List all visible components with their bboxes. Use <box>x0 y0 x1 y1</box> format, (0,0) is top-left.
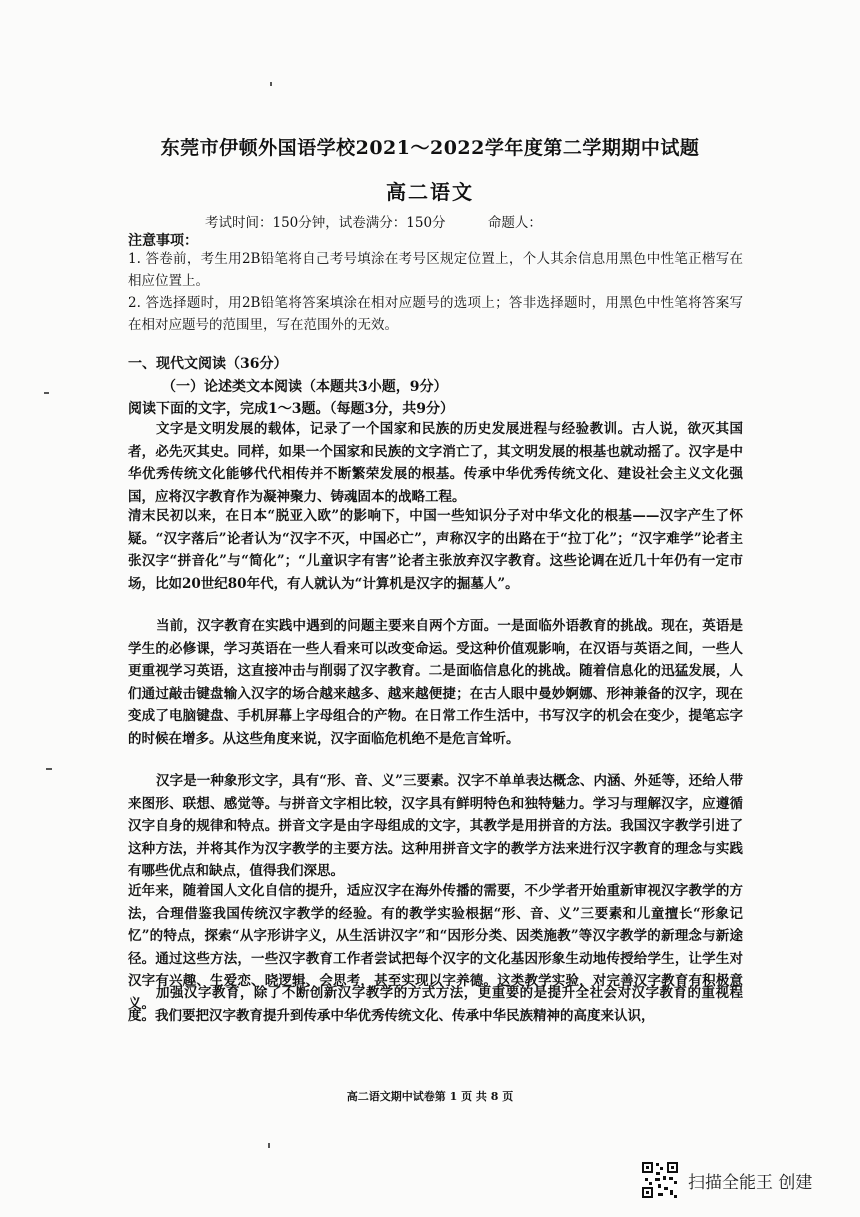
scan-speck <box>44 392 49 394</box>
passage-paragraph: 近年来，随着国人文化自信的提升，适应汉字在海外传播的需要，不少学者开始重新审视汉字教学的方法，合理借鉴我国传统汉字教学的经验。有的教学实验根据“形、音、义”三要素和儿童擅长“形象记忆”的特点，探索“从字形讲字义，从生活讲汉字”和“因形分类、因类施教”等汉字教学的新理念与新途径。通过这些方法，一些汉字教育工作者尝试把每个汉字的文化基因形象生动地传授给学生，让学生对汉字有兴趣、生爱恋、晓逻辑、会思考，甚至实现以字养德。这类教学实验，对完善汉字教育有积极意义。 <box>128 883 743 1012</box>
sub-section-heading: （一）论述类文本阅读（本题共3小题，9分） <box>162 379 448 395</box>
scan-speck <box>270 82 272 86</box>
exam-subject: 高二语文 <box>386 180 474 204</box>
notice-item: 1. 答卷前，考生用2B铅笔将自己考号填涂在考号区规定位置上，个人其余信息用黑色中性笔正楷写在相应位置上。 <box>128 251 743 289</box>
scan-speck <box>268 1143 270 1148</box>
passage-paragraph: 当前，汉字教育在实践中遇到的问题主要来自两个方面。一是面临外语教育的挑战。现在，英语是学生的必修课，学习英语在一些人看来可以改变命运。受这种价值观影响，在汉语与英语之间，一些人更重视学习英语，这直接冲击与削弱了汉字教育。二是面临信息化的挑战。随着信息化的迅猛发展，人们通过敲击键盘输入汉字的场合越来越多、越来越便捷；在古人眼中曼妙婀娜、形神兼备的汉字，现在变成了电脑键盘、手机屏幕上字母组合的产物。在日常工作生活中，书写汉字的机会在变少，提笔忘字的时候在增多。从这些角度来说，汉字面临危机绝不是危言耸听。 <box>128 618 743 747</box>
watermark-text: 扫描全能王 创建 <box>688 1172 813 1193</box>
notice-heading: 注意事项： <box>128 233 198 249</box>
exam-author-info: 命题人： <box>487 215 542 231</box>
passage-paragraph: 文字是文明发展的载体，记录了一个国家和民族的历史发展进程与经验教训。古人说，欲灭其国者，必先灭其史。同样，如果一个国家和民族的文字消亡了，其文明发展的根基也就动摇了。汉字是中华优秀传统文化能够代代相传并不断繁荣发展的根基。传承中华优秀传统文化、建设社会主义文化强国，应将汉字教育作为凝神聚力、铸魂固本的战略工程。 <box>128 421 743 505</box>
exam-info-line <box>205 211 580 231</box>
exam-title: 东莞市伊顿外国语学校2021～2022学年度第二学期期中试题 <box>160 137 700 159</box>
passage-paragraph: 加强汉字教育，除了不断创新汉字教学的方式方法，更重要的是提升全社会对汉字教育的重视程度。我们要把汉字教育提升到传承中华优秀传统文化、传承中华民族精神的高度来认识， <box>128 985 743 1024</box>
notice-item: 2. 答选择题时，用2B铅笔将答案填涂在相对应题号的选项上；答非选择题时，用黑色中性笔将答案写在相对应题号的范围里，写在范围外的无效。 <box>128 295 743 333</box>
scanner-watermark <box>640 1160 812 1200</box>
section-heading: 一、现代文阅读（36分） <box>128 356 288 372</box>
scan-speck <box>46 768 52 770</box>
exam-time-info: 考试时间：150分钟，试卷满分：150分 <box>205 215 446 231</box>
page-footer: 高二语文期中试卷第 1 页 共 8 页 <box>346 1090 514 1103</box>
passage-paragraph: 清末民初以来，在日本“脱亚入欧”的影响下，中国一些知识分子对中华文化的根基——汉字产生了怀疑。“汉字落后”论者认为“汉字不灭，中国必亡”，声称汉字的出路在于“拉丁化”；“汉字难学”论者主张汉字“拼音化”与“简化”；“儿童识字有害”论者主张放弃汉字教育。这些论调在近几十年仍有一定市场，比如20世纪80年代，有人就认为“计算机是汉字的掘墓人”。 <box>128 508 743 592</box>
qr-code-icon <box>640 1160 680 1200</box>
passage-paragraph: 汉字是一种象形文字，具有“形、音、义”三要素。汉字不单单表达概念、内涵、外延等，还给人带来图形、联想、感觉等。与拼音文字相比较，汉字具有鲜明特色和独特魅力。学习与理解汉字，应遵循汉字自身的规律和特点。拼音文字是由字母组成的文字，其教学是用拼音的方法。我国汉字教学引进了这种方法，并将其作为汉字教学的主要方法。这种用拼音文字的教学方法来进行汉字教育的理念与实践有哪些优点和缺点，值得我们深思。 <box>128 773 743 879</box>
reading-instruction: 阅读下面的文字，完成1～3题。（每题3分，共9分） <box>128 401 454 417</box>
